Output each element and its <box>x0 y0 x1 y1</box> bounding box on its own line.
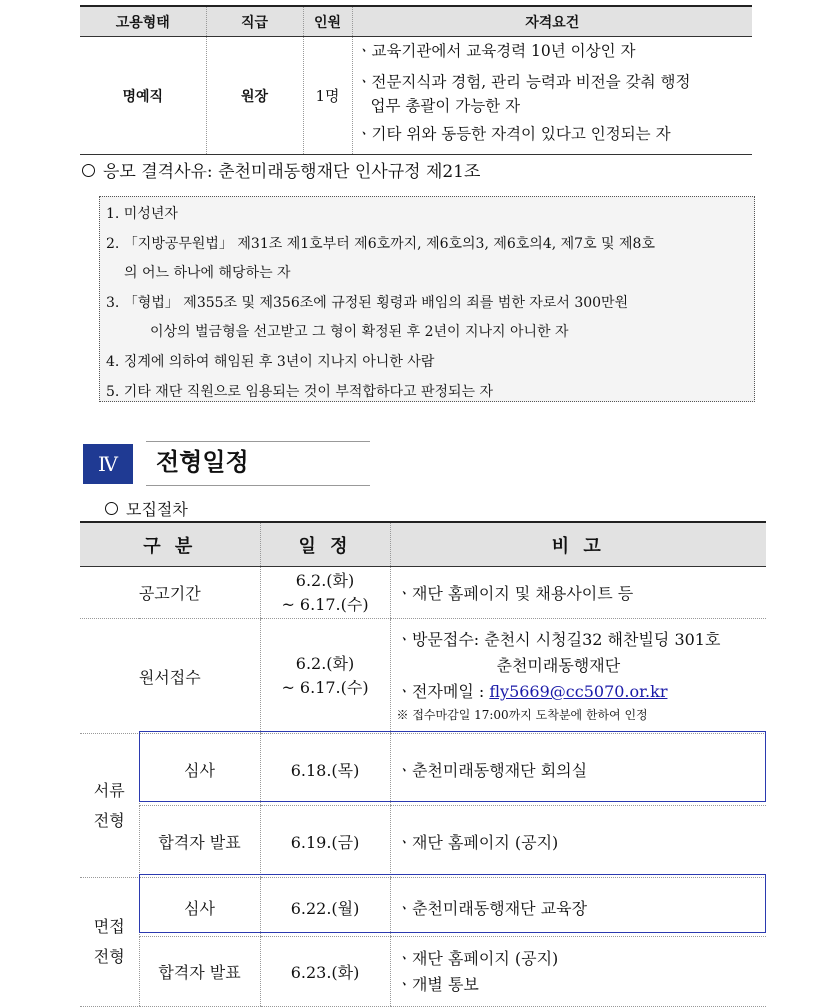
disqualification-heading: 응모 결격사유: 춘천미래동행재단 인사규정 제21조 <box>82 160 480 184</box>
document-review-label: 심사 <box>139 734 260 806</box>
disqualification-box <box>99 196 755 402</box>
requirements-cell <box>352 37 752 155</box>
header-count: 인원 <box>303 6 352 37</box>
email-application: ㆍ전자메일 : fly5669@cc5070.or.kr <box>396 682 668 701</box>
deadline-note: ※ 접수마감일 17:00까지 도착분에 한하여 인정 <box>396 708 648 722</box>
header-schedule: 일 정 <box>260 522 390 567</box>
table-row <box>80 619 766 734</box>
header-remarks: 비 고 <box>390 522 766 567</box>
list-item: 5. 기타 재단 직원으로 임용되는 것이 부적합하다고 판정되는 자 <box>106 383 494 400</box>
interview-result-note: ㆍ재단 홈페이지 (공지) ㆍ개별 통보 <box>390 937 766 1007</box>
table-row <box>80 567 766 619</box>
list-item: 2. 「지방공무원법」 제31조 제1호부터 제6호까지, 제6호의3, 제6호의4, 제7호 및 제8호 <box>106 235 655 252</box>
circle-bullet-icon <box>105 502 118 515</box>
announcement-date: 6.2.(화) ~ 6.17.(수) <box>260 567 390 619</box>
list-item-continued: 이상의 벌금형을 선고받고 그 형이 확정된 후 2년이 지나지 아니한 자 <box>150 324 569 341</box>
document-result-note: ㆍ재단 홈페이지 (공지) <box>390 806 766 878</box>
interview-review-date: 6.22.(월) <box>260 878 390 937</box>
section-rule-top <box>146 441 370 442</box>
header-employment-type: 고용형태 <box>80 6 206 37</box>
schedule-header-row <box>80 522 766 567</box>
requirement-item: ㆍ전문지식과 경험, 관리 능력과 비전을 갖춰 행정 <box>356 73 691 91</box>
application-label: 원서접수 <box>80 619 260 734</box>
count-cell: 1명 <box>303 37 352 155</box>
header-rank: 직급 <box>206 6 303 37</box>
list-item: 4. 징계에 의하여 해임된 후 3년이 지나지 아니한 사람 <box>106 353 435 370</box>
list-item: 1. 미성년자 <box>106 206 178 222</box>
interview-result-label: 합격자 발표 <box>139 937 260 1007</box>
table-row <box>80 806 766 878</box>
interview-review-note: ㆍ춘천미래동행재단 교육장 <box>390 878 766 937</box>
procedure-heading: 모집절차 <box>105 499 188 521</box>
header-requirements: 자격요건 <box>352 6 752 37</box>
qualification-table <box>80 5 752 155</box>
announcement-note: ㆍ재단 홈페이지 및 채용사이트 등 <box>390 567 766 619</box>
application-date: 6.2.(화) ~ 6.17.(수) <box>260 619 390 734</box>
section-number-badge: Ⅳ <box>83 444 133 484</box>
application-note <box>390 619 766 734</box>
interview-review-label: 심사 <box>139 878 260 937</box>
interview-result-date: 6.23.(화) <box>260 937 390 1007</box>
document-review-note: ㆍ춘천미래동행재단 회의실 <box>390 734 766 806</box>
header-category: 구 분 <box>80 522 260 567</box>
circle-bullet-icon <box>82 164 95 177</box>
email-link[interactable]: fly5669@cc5070.or.kr <box>489 682 668 701</box>
section-title: 전형일정 <box>156 448 249 476</box>
visit-application: ㆍ방문접수: 춘천시 시청길32 해찬빌딩 301호 <box>396 630 721 649</box>
table-row <box>80 937 766 1007</box>
announcement-label: 공고기간 <box>80 567 260 619</box>
document-review-date: 6.18.(목) <box>260 734 390 806</box>
requirement-item-continued: 업무 총괄이 가능한 자 <box>370 97 521 115</box>
section-rule-bottom <box>146 485 370 486</box>
qualification-header-row <box>80 6 752 37</box>
list-item-continued: 의 어느 하나에 해당하는 자 <box>124 265 291 282</box>
table-row <box>80 37 752 155</box>
interview-review-highlight <box>139 874 766 933</box>
interview-group: 면접 전형 <box>80 878 139 1007</box>
rank-cell: 원장 <box>206 37 303 155</box>
requirement-item: ㆍ교육기관에서 교육경력 10년 이상인 자 <box>356 42 636 60</box>
document-result-date: 6.19.(금) <box>260 806 390 878</box>
visit-organization: 춘천미래동행재단 <box>496 656 621 675</box>
document-screening-group: 서류 전형 <box>80 734 139 878</box>
document-review-highlight <box>139 731 766 802</box>
requirement-item: ㆍ기타 위와 동등한 자격이 있다고 인정되는 자 <box>356 125 671 143</box>
list-item: 3. 「형법」 제355조 및 제356조에 규정된 횡령과 배임의 죄를 범한 자로서 300만원 <box>106 294 629 311</box>
document-result-label: 합격자 발표 <box>139 806 260 878</box>
employment-type-cell: 명예직 <box>80 37 206 155</box>
